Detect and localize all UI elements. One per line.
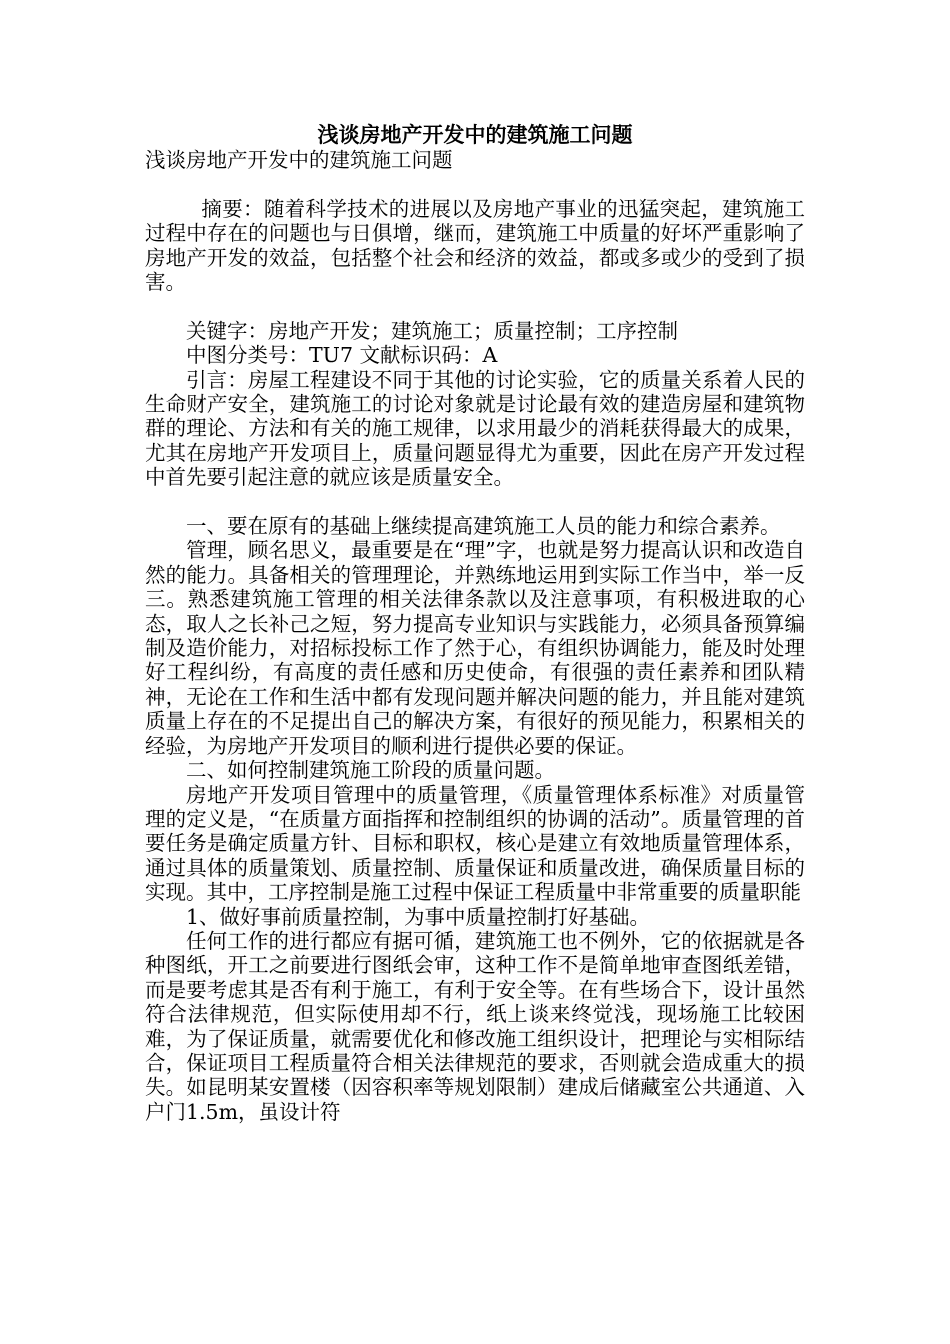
keywords-line: 关键字：房地产开发；建筑施工；质量控制；工序控制 — [186, 318, 678, 343]
section2-heading: 二、如何控制建筑施工阶段的质量问题。 — [186, 758, 555, 783]
section1-heading: 一、要在原有的基础上继续提高建筑施工人员的能力和综合素养。 — [186, 514, 781, 539]
blank-line — [145, 172, 805, 196]
subsection1-paragraph: 任何工作的进行都应有据可循，建筑施工也不例外，它的依据就是各种图纸，开工之前要进行图纸会审，这种工作不是简单地审查图纸差错，而是要考虑其是否有利于施工，有利于安全等。在有些场合下，设计虽然符合法律规范，但实际使用却不行，纸上谈来终觉浅，现场施工比较困难，为了保证质量，就需要优化和修改施工组织设计，把理论与实相际结合，保证项目工程质量符合相关法律规范的要求，否则就会造成重大的损失。如昆明某安置楼（因容积率等规划限制）建成后储藏室公共通道、入户门1.5m，虽设计符 — [145, 928, 805, 1124]
blank-line — [145, 294, 805, 318]
classification-line: 中图分类号：TU7 文献标识码：A — [186, 343, 498, 368]
section1-paragraph: 管理，顾名思义，最重要是在“理”字，也就是努力提高认识和改造自然的能力。具备相关的管理理论，并熟练地运用到实际工作当中，举一反三。熟悉建筑施工管理的相关法律条款以及注意事项，有积极进取的心态，取人之长补己之短，努力提高专业知识与实践能力，必须具备预算编制及造价能力，对招标投标工作了然于心，有组织协调能力，能及时处理好工程纠纷，有高度的责任感和历史使命，有很强的责任素养和团队精神，无论在工作和生活中都有发现问题并解决问题的能力，并且能对建筑质量上存在的不足提出自己的解决方案，有很好的预见能力，积累相关的经验，为房地产开发项目的顺利进行提供必要的保证。 — [145, 538, 805, 758]
document-subtitle: 浅谈房地产开发中的建筑施工问题 — [145, 148, 453, 172]
section2-paragraph: 房地产开发项目管理中的质量管理，《质量管理体系标准》对质量管理的定义是，“在质量方面指挥和控制组织的协调的活动”。质量管理的首要任务是确定质量方针、目标和职权，核心是建立有效地质量管理体系，通过具体的质量策划、质量控制、质量保证和质量改进，确保质量目标的实现。其中，工序控制是施工过程中保证工程质量中非常重要的质量职能 — [145, 782, 805, 905]
abstract-paragraph: 摘要：随着科学技术的进展以及房地产事业的迅猛突起，建筑施工过程中存在的问题也与日俱增，继而，建筑施工中质量的好坏严重影响了房地产开发的效益，包括整个社会和经济的效益，都或多或少的受到了损害。 — [145, 196, 805, 295]
subsection1-heading: 1、做好事前质量控制，为事中质量控制打好基础。 — [186, 904, 651, 929]
blank-line — [145, 490, 805, 514]
document-title: 浅谈房地产开发中的建筑施工问题 — [317, 123, 633, 147]
document-body — [145, 148, 805, 1124]
intro-paragraph: 引言：房屋工程建设不同于其他的讨论实验，它的质量关系着人民的生命财产安全，建筑施工的讨论对象就是讨论最有效的建造房屋和建筑物群的理论、方法和有关的施工规律，以求用最少的消耗获得最大的成果，尤其在房地产开发项目上，质量问题显得尤为重要，因此在房产开发过程中首先要引起注意的就应该是质量安全。 — [145, 367, 805, 490]
